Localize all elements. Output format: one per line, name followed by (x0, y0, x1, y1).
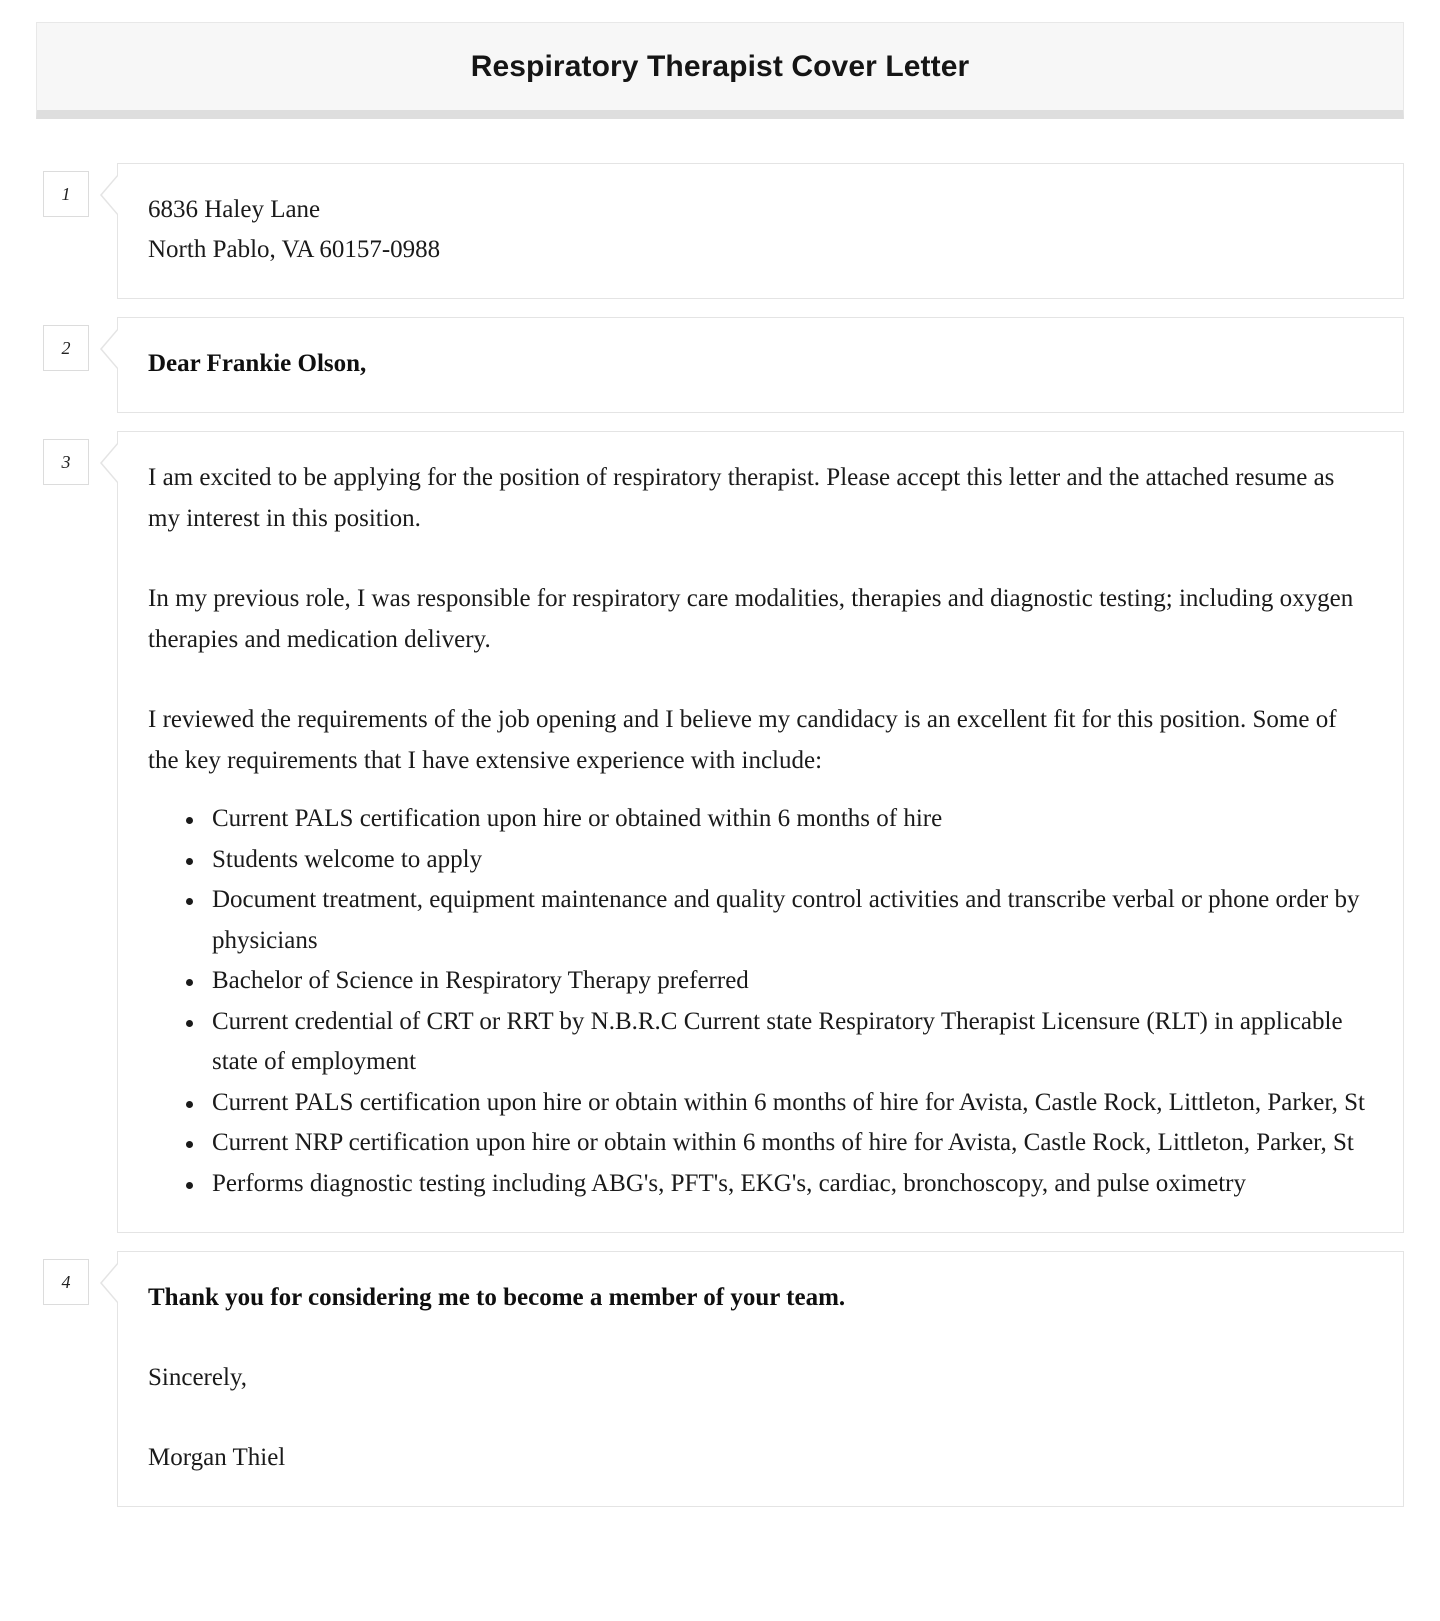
closing-salutation: Sincerely, (148, 1364, 248, 1391)
requirements-list (148, 799, 1369, 1204)
page-title: Respiratory Therapist Cover Letter (470, 49, 970, 83)
block-number-marker[interactable]: 4 (43, 1259, 89, 1305)
address-line-city-state-zip: North Pablo, VA 60157-0988 (148, 236, 441, 263)
salutation-text: Dear Frankie Olson, (148, 350, 367, 377)
list-item: Document treatment, equipment maintenance and quality control activities and transcribe verbal or phone order by physicians (196, 880, 1369, 961)
body-callout[interactable] (117, 431, 1404, 1233)
annotated-block-closing (36, 1251, 1404, 1507)
document-header (36, 22, 1404, 119)
block-number-marker[interactable]: 3 (43, 439, 89, 485)
list-item: Current PALS certification upon hire or obtain within 6 months of hire for Avista, Castle Rock, Littleton, Parker, St (196, 1083, 1369, 1124)
block-number-marker[interactable]: 1 (43, 171, 89, 217)
list-item: Bachelor of Science in Respiratory Therapy preferred (196, 961, 1369, 1002)
signature-name: Morgan Thiel (148, 1444, 286, 1471)
address-callout[interactable] (117, 163, 1404, 299)
list-item: Current NRP certification upon hire or obtain within 6 months of hire for Avista, Castle Rock, Littleton, Parker, St (196, 1123, 1369, 1164)
thank-you-text: Thank you for considering me to become a member of your team. (148, 1284, 846, 1311)
list-item: Students welcome to apply (196, 840, 1369, 881)
list-item: Performs diagnostic testing including ABG's, PFT's, EKG's, cardiac, bronchoscopy, and pulse oximetry (196, 1164, 1369, 1205)
annotated-block-salutation (36, 317, 1404, 413)
list-item: Current credential of CRT or RRT by N.B.R.C Current state Respiratory Therapist Licensure (RLT) in applicable state of employment (196, 1002, 1369, 1083)
block-number-marker[interactable]: 2 (43, 325, 89, 371)
body-paragraph-1: I am excited to be applying for the position of respiratory therapist. Please accept this letter and the attached resume as my interest in this position. (148, 464, 1335, 532)
closing-spacer-2 (148, 1398, 1369, 1438)
salutation-callout[interactable] (117, 317, 1404, 413)
closing-callout[interactable] (117, 1251, 1404, 1507)
closing-spacer-1 (148, 1318, 1369, 1358)
annotated-block-body (36, 431, 1404, 1233)
body-paragraph-3: I reviewed the requirements of the job opening and I believe my candidacy is an excellent fit for this position. Some of the key requirements that I have extensive experience with include: (148, 706, 1337, 774)
list-item: Current PALS certification upon hire or obtained within 6 months of hire (196, 799, 1369, 840)
address-line-street: 6836 Haley Lane (148, 196, 321, 223)
annotated-block-address (36, 163, 1404, 299)
body-paragraph-2: In my previous role, I was responsible for respiratory care modalities, therapies and diagnostic testing; including oxygen therapies and medication delivery. (148, 585, 1354, 653)
